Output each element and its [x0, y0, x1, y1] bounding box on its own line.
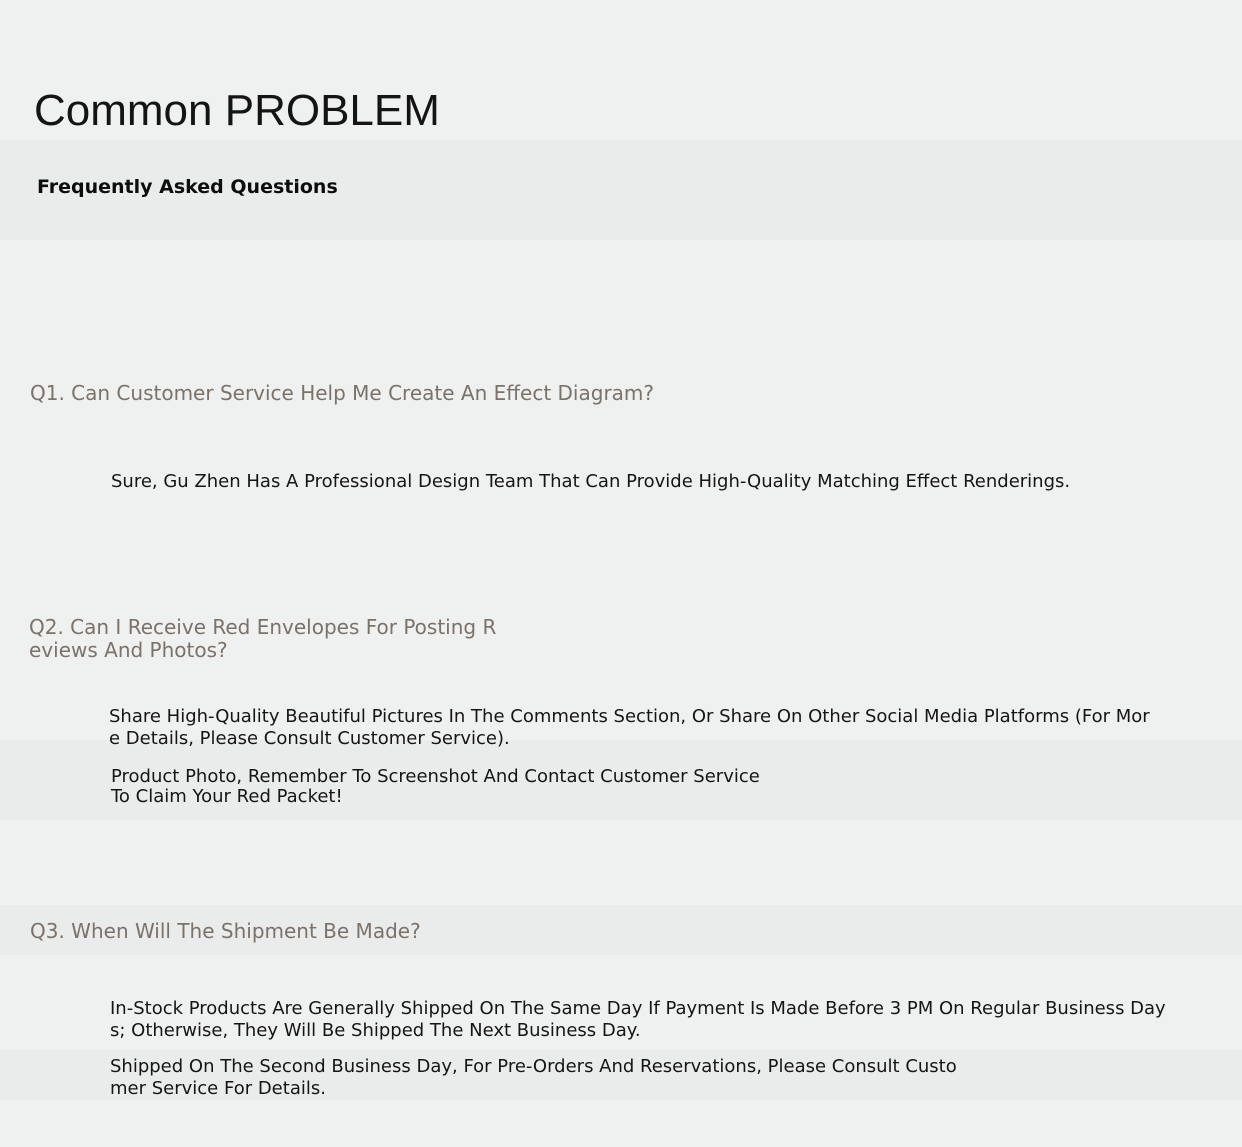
faq-answer: Share High-Quality Beautiful Pictures In The Comments Section, Or Share On Other Social Media Platforms (For More Details, Please Consult Customer Service).	[109, 706, 1150, 749]
page-title: Common PROBLEM	[34, 86, 440, 135]
faq-answer: Shipped On The Second Business Day, For Pre-Orders And Reservations, Please Consult Customer Service For Details.	[110, 1056, 957, 1099]
faq-answer: Sure, Gu Zhen Has A Professional Design Team That Can Provide High-Quality Matching Effect Renderings.	[111, 471, 1071, 492]
faq-answer: In-Stock Products Are Generally Shipped On The Same Day If Payment Is Made Before 3 PM On Regular Business Days; Otherwise, They Will Be Shipped The Next Business Day.	[110, 998, 1166, 1041]
faq-question: Q2. Can I Receive Red Envelopes For Posting Reviews And Photos?	[29, 615, 497, 662]
page-subtitle: Frequently Asked Questions	[37, 176, 338, 198]
faq-question: Q1. Can Customer Service Help Me Create An Effect Diagram?	[30, 381, 655, 405]
faq-answer: Product Photo, Remember To Screenshot And Contact Customer Service To Claim Your Red Packet!	[111, 766, 760, 807]
faq-question: Q3. When Will The Shipment Be Made?	[30, 919, 421, 943]
